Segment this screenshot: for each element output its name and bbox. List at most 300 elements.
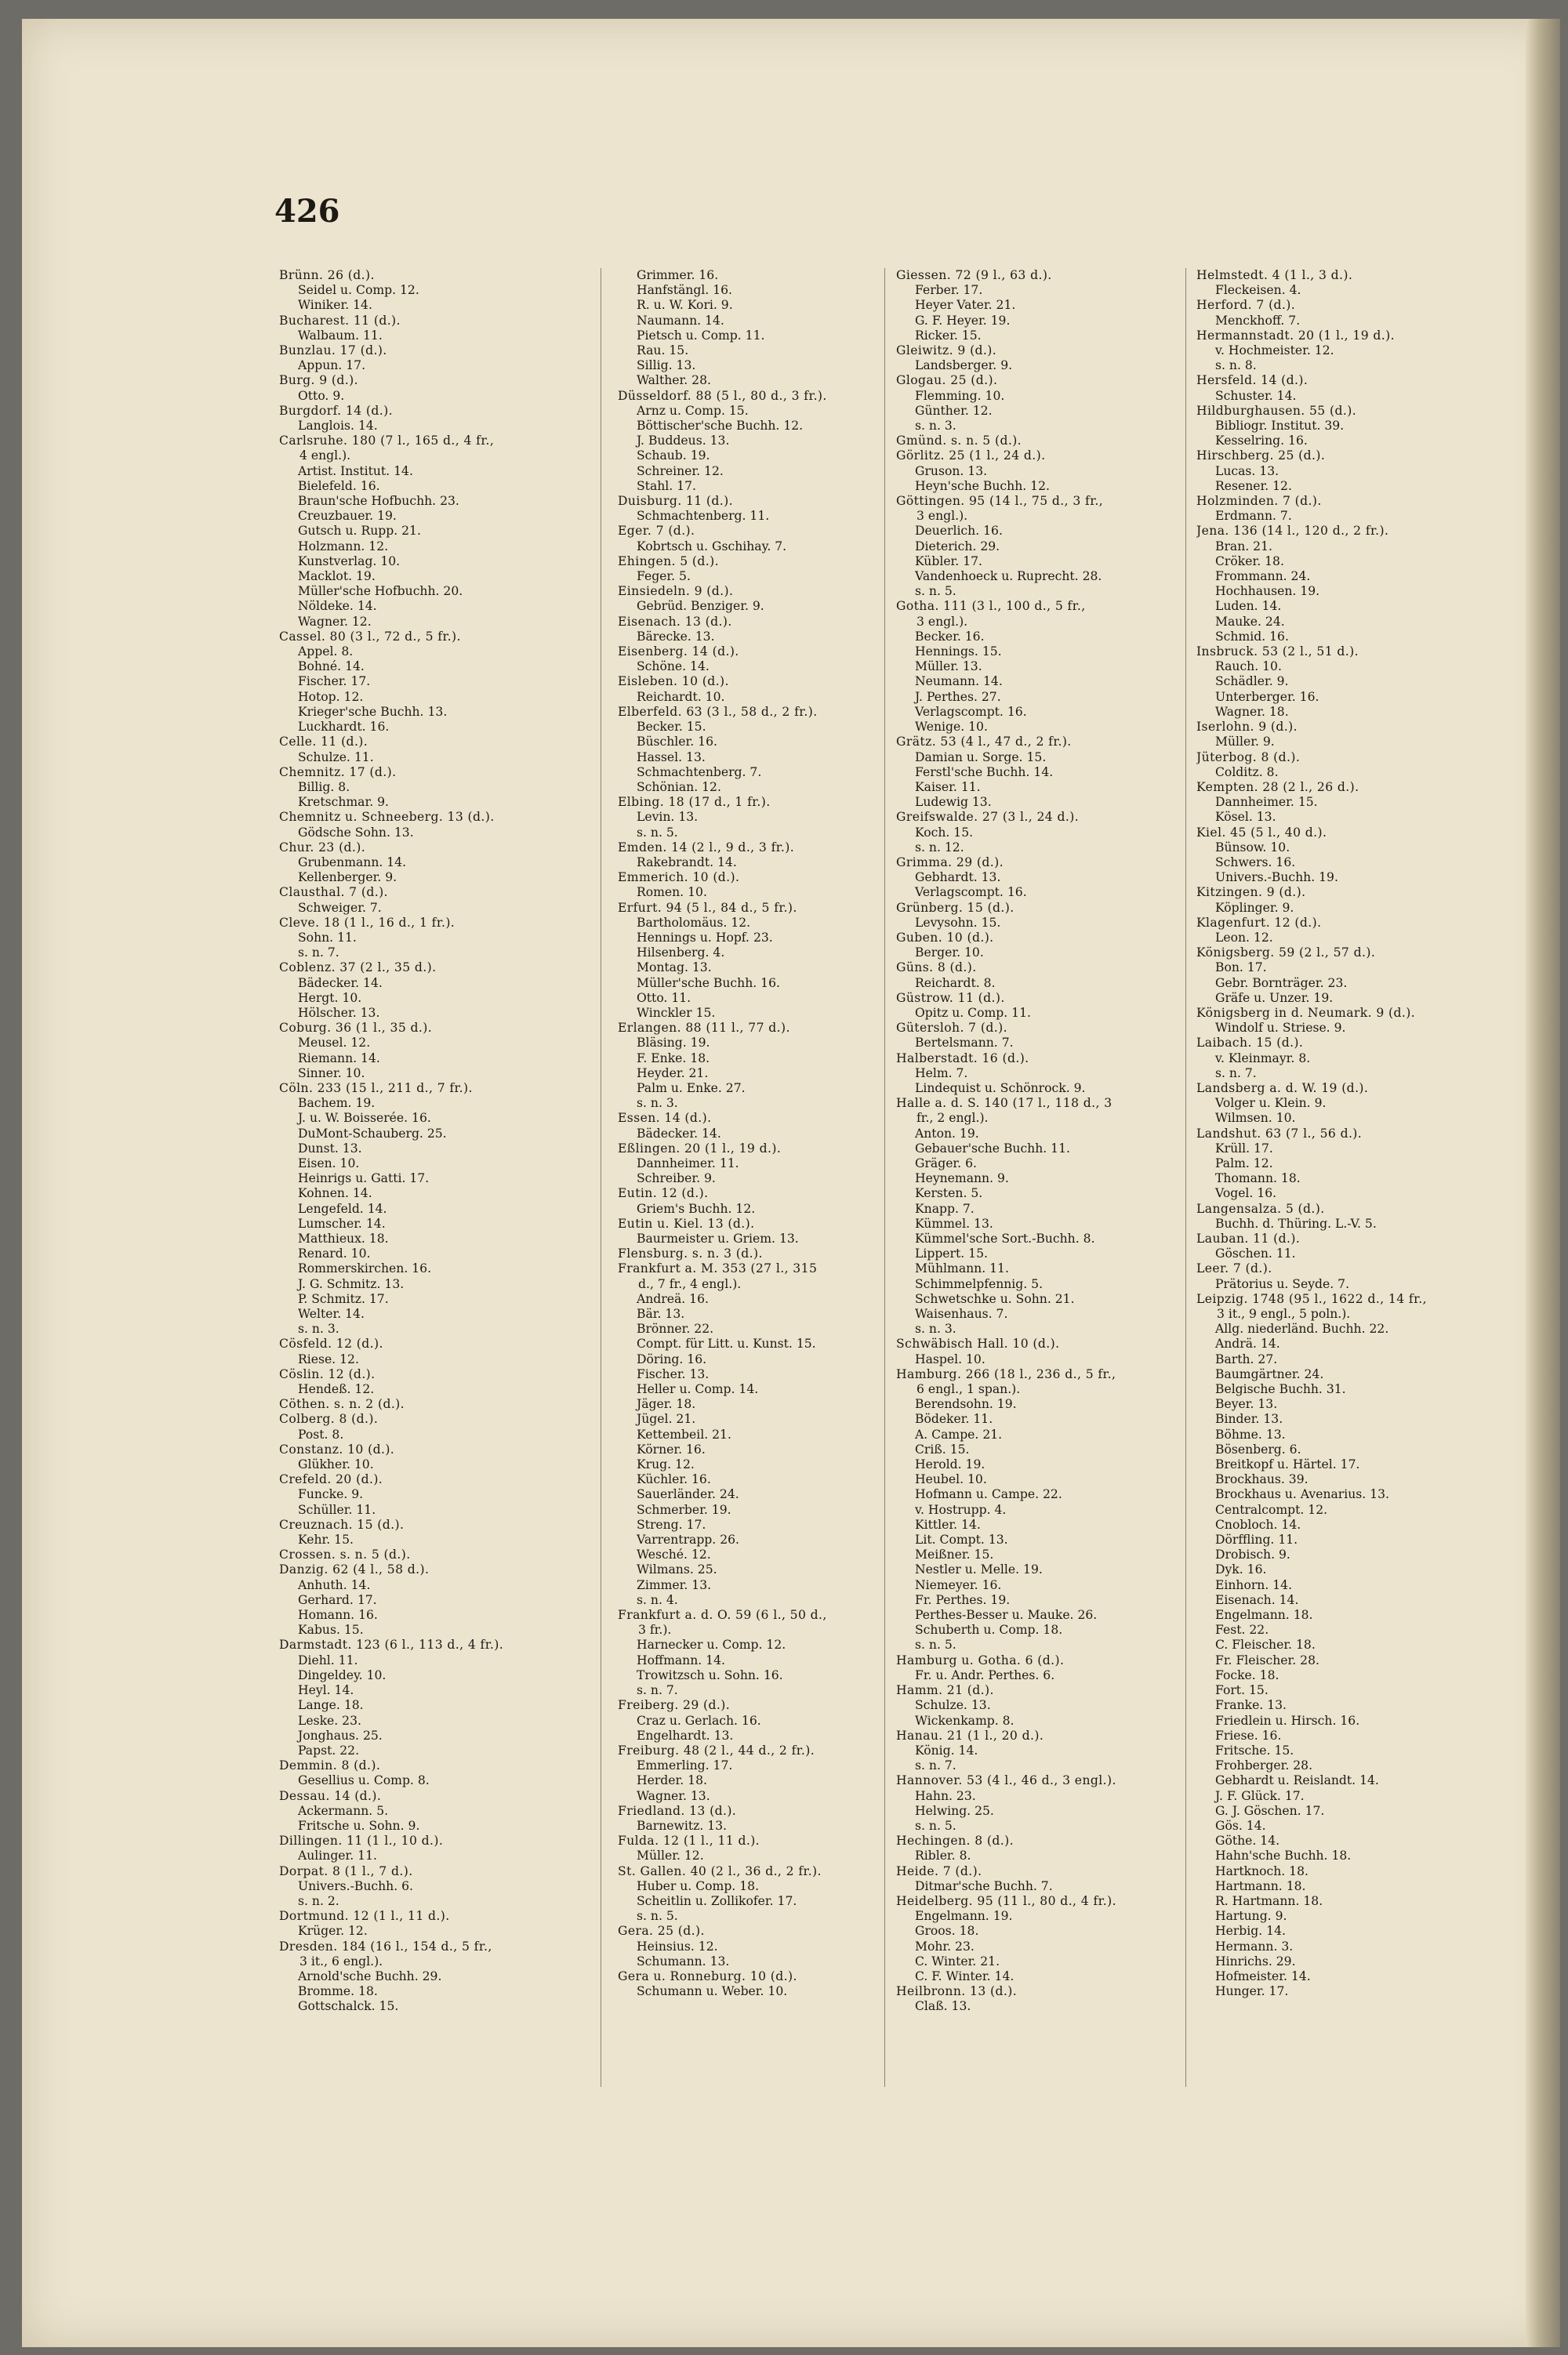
publisher-entry: s. n. 7. [1215,1065,1257,1080]
publisher-entry: Resener. 12. [1215,478,1292,493]
city-entry: Giessen. 72 (9 l., 63 d.). [896,268,1052,282]
city-entry: Gotha. 111 (3 l., 100 d., 5 fr., [896,599,1086,614]
publisher-entry: Günther. 12. [915,403,993,418]
publisher-entry: Hartung. 9. [1215,1909,1287,1924]
publisher-entry: Ferber. 17. [915,283,983,298]
city-entry: Dorpat. 8 (1 l., 7 d.). [279,1863,413,1878]
publisher-entry: Palm. 12. [1215,1156,1273,1170]
publisher-entry: Brockhaus u. Avenarius. 13. [1215,1487,1389,1502]
city-entry: Insbruck. 53 (2 l., 51 d.). [1196,644,1359,659]
publisher-entry: Lucas. 13. [1215,463,1279,478]
city-entry: Darmstadt. 123 (6 l., 113 d., 4 fr.). [279,1638,504,1653]
publisher-entry: Gös. 14. [1215,1818,1266,1833]
publisher-entry: Vandenhoeck u. Ruprecht. 28. [915,569,1102,584]
publisher-entry: Kehr. 15. [298,1533,354,1548]
index-column-2 [618,268,908,1999]
publisher-entry: P. Schmitz. 17. [298,1291,389,1306]
publisher-entry: Post. 8. [298,1427,344,1442]
city-entry: Coburg. 36 (1 l., 35 d.). [279,1021,433,1036]
publisher-entry: Heller u. Comp. 14. [637,1382,759,1397]
publisher-entry: Ludewig 13. [915,795,992,810]
publisher-entry: s. n. 3. [915,419,956,434]
city-entry: Jüterbog. 8 (d.). [1196,749,1301,764]
publisher-entry: Lindequist u. Schönrock. 9. [915,1080,1086,1095]
publisher-entry: Groos. 18. [915,1924,979,1939]
publisher-entry: Gödsche Sohn. 13. [298,825,414,840]
publisher-entry: Böhme. 13. [1215,1427,1286,1442]
publisher-entry: Eisen. 10. [298,1156,360,1170]
publisher-entry: Rakebrandt. 14. [637,855,737,869]
publisher-entry: Heyl. 14. [298,1683,354,1698]
publisher-entry: Gebr. Bornträger. 23. [1215,975,1348,990]
publisher-entry: Fischer. 17. [298,674,371,689]
city-entry: Eisenberg. 14 (d.). [618,644,739,659]
publisher-entry: Pietsch u. Comp. 11. [637,328,765,343]
city-entry: Grätz. 53 (4 l., 47 d., 2 fr.). [896,735,1072,749]
publisher-entry: Ricker. 15. [915,328,982,343]
city-entry: Gleiwitz. 9 (d.). [896,343,997,358]
city-entry: Hamburg. 266 (18 l., 236 d., 5 fr., [896,1366,1116,1381]
publisher-entry: Meusel. 12. [298,1036,371,1050]
publisher-entry: Brönner. 22. [637,1322,714,1337]
publisher-entry: Brockhaus. 39. [1215,1472,1308,1487]
publisher-entry: Buchh. d. Thüring. L.-V. 5. [1215,1216,1377,1231]
publisher-entry: Schönian. 12. [637,779,721,794]
city-entry: Brünn. 26 (d.). [279,268,375,282]
publisher-entry: Engelhardt. 13. [637,1728,734,1743]
publisher-entry: Creuzbauer. 19. [298,509,397,524]
entry-continuation: 3 fr.). [638,1623,672,1638]
publisher-entry: Wilmsen. 10. [1215,1111,1296,1126]
publisher-entry: Becker. 15. [637,720,706,735]
publisher-entry: Dörffling. 11. [1215,1533,1298,1548]
publisher-entry: Schuberth u. Comp. 18. [915,1623,1063,1638]
city-entry: Burgdorf. 14 (d.). [279,403,393,418]
publisher-entry: Kümmel. 13. [915,1216,993,1231]
publisher-entry: Fort. 15. [1215,1683,1269,1698]
entry-continuation: fr., 2 engl.). [916,1111,989,1126]
publisher-entry: s. n. 7. [915,1758,956,1773]
city-entry: Chemnitz. 17 (d.). [279,764,397,779]
city-entry: Güstrow. 11 (d.). [896,990,1005,1005]
publisher-entry: Dyk. 16. [1215,1562,1267,1577]
city-entry: Cassel. 80 (3 l., 72 d., 5 fr.). [279,629,461,644]
publisher-entry: Kösel. 13. [1215,810,1276,825]
publisher-entry: Centralcompt. 12. [1215,1502,1328,1517]
entry-continuation: 3 engl.). [916,614,968,629]
publisher-entry: Andreä. 16. [637,1291,709,1306]
publisher-entry: Bohné. 14. [298,659,365,674]
city-entry: Celle. 11 (d.). [279,735,368,749]
publisher-entry: Dieterich. 29. [915,539,1000,553]
publisher-entry: Ferstl'sche Buchh. 14. [915,764,1054,779]
city-entry: Bunzlau. 17 (d.). [279,343,387,358]
publisher-entry: s. n. 5. [637,825,678,840]
city-entry: Ehingen. 5 (d.). [618,553,719,568]
book-page [22,19,1560,2347]
city-entry: Dillingen. 11 (1 l., 10 d.). [279,1834,444,1849]
publisher-entry: Feger. 5. [637,569,691,584]
publisher-entry: Dingeldey. 10. [298,1667,387,1682]
city-entry: Hanau. 21 (1 l., 20 d.). [896,1728,1044,1743]
city-entry: St. Gallen. 40 (2 l., 36 d., 2 fr.). [618,1863,822,1878]
publisher-entry: Krüger. 12. [298,1924,368,1939]
city-entry: Emmerich. 10 (d.). [618,870,740,885]
publisher-entry: Dannheimer. 15. [1215,795,1318,810]
publisher-entry: Landsberger. 9. [915,358,1013,373]
publisher-entry: Hennings u. Hopf. 23. [637,930,773,945]
publisher-entry: Colditz. 8. [1215,764,1279,779]
publisher-entry: Franke. 13. [1215,1698,1287,1713]
publisher-entry: Emmerling. 17. [637,1758,733,1773]
publisher-entry: Matthieux. 18. [298,1232,389,1246]
publisher-entry: Bran. 21. [1215,539,1272,553]
publisher-entry: Welter. 14. [298,1307,365,1322]
publisher-entry: Schimmelpfennig. 5. [915,1276,1044,1291]
publisher-entry: Ribler. 8. [915,1849,971,1863]
publisher-entry: Sillig. 13. [637,358,696,373]
publisher-entry: Gräfe u. Unzer. 19. [1215,990,1334,1005]
city-entry: Bucharest. 11 (d.). [279,313,401,328]
publisher-entry: Walbaum. 11. [298,328,383,343]
publisher-entry: Hinrichs. 29. [1215,1954,1296,1969]
publisher-entry: Dannheimer. 11. [637,1156,739,1170]
publisher-entry: Bünsow. 10. [1215,840,1290,855]
entry-continuation: 3 it., 9 engl., 5 poln.). [1217,1307,1351,1322]
publisher-entry: Harnecker u. Comp. 12. [637,1638,786,1653]
publisher-entry: Dunst. 13. [298,1141,362,1156]
publisher-entry: Schulze. 13. [915,1698,991,1713]
publisher-entry: v. Kleinmayr. 8. [1215,1050,1311,1065]
publisher-entry: J. Perthes. 27. [915,689,1001,704]
publisher-entry: Montag. 13. [637,960,712,975]
publisher-entry: Heyder. 21. [637,1065,709,1080]
publisher-entry: Küchler. 16. [637,1472,711,1487]
publisher-entry: Appun. 17. [298,358,366,373]
publisher-entry: Gebauer'sche Buchh. 11. [915,1141,1070,1156]
publisher-entry: Gruson. 13. [915,463,988,478]
publisher-entry: Schreiber. 9. [637,1171,716,1186]
publisher-entry: Jäger. 18. [637,1397,696,1412]
publisher-entry: Kaiser. 11. [915,779,981,794]
publisher-entry: Aulinger. 11. [298,1849,377,1863]
publisher-entry: R. Hartmann. 18. [1215,1893,1323,1908]
publisher-entry: Schädler. 9. [1215,674,1289,689]
publisher-entry: J. u. W. Boisserée. 16. [298,1111,431,1126]
publisher-entry: Wesché. 12. [637,1548,711,1562]
publisher-entry: Opitz u. Comp. 11. [915,1005,1031,1020]
page-number: 426 [274,193,340,230]
publisher-entry: Rau. 15. [637,343,689,358]
publisher-entry: Vogel. 16. [1215,1186,1277,1201]
publisher-entry: Ackermann. 5. [298,1803,389,1818]
publisher-entry: Riemann. 14. [298,1050,380,1065]
publisher-entry: Univers.-Buchh. 6. [298,1878,414,1893]
publisher-entry: Mauke. 24. [1215,614,1285,629]
publisher-entry: Schreiner. 12. [637,463,724,478]
city-entry: Flensburg. s. n. 3 (d.). [618,1246,763,1261]
city-entry: Emden. 14 (2 l., 9 d., 3 fr.). [618,840,795,855]
publisher-entry: Herbig. 14. [1215,1924,1286,1939]
city-entry: Kitzingen. 9 (d.). [1196,885,1306,900]
publisher-entry: Gerhard. 17. [298,1592,377,1607]
publisher-entry: s. n. 3. [298,1322,339,1337]
publisher-entry: Wagner. 12. [298,614,372,629]
publisher-entry: Levysohn. 15. [915,915,1001,930]
publisher-entry: v. Hostrupp. 4. [915,1502,1007,1517]
city-entry: Hildburghausen. 55 (d.). [1196,403,1357,418]
city-entry: Glogau. 25 (d.). [896,373,998,388]
city-entry: Constanz. 10 (d.). [279,1442,395,1457]
publisher-entry: Kellenberger. 9. [298,870,397,885]
publisher-entry: Nöldeke. 14. [298,599,377,614]
publisher-entry: Arnz u. Comp. 15. [637,403,749,418]
publisher-entry: Bon. 17. [1215,960,1267,975]
publisher-entry: Univers.-Buchh. 19. [1215,870,1338,885]
publisher-entry: Krug. 12. [637,1457,695,1472]
publisher-entry: Andrä. 14. [1215,1337,1280,1352]
publisher-entry: Winckler 15. [637,1005,716,1020]
entry-continuation: 3 it., 6 engl.). [299,1954,383,1969]
publisher-entry: Wenige. 10. [915,720,988,735]
publisher-entry: Palm u. Enke. 27. [637,1080,746,1095]
publisher-entry: Trowitzsch u. Sohn. 16. [637,1667,783,1682]
publisher-entry: Schumann u. Weber. 10. [637,1984,788,1999]
publisher-entry: Körner. 16. [637,1442,706,1457]
publisher-entry: Hartmann. 18. [1215,1878,1306,1893]
city-entry: Duisburg. 11 (d.). [618,494,733,509]
city-entry: Hermannstadt. 20 (1 l., 19 d.). [1196,328,1395,343]
publisher-entry: Hölscher. 13. [298,1005,380,1020]
city-entry: Holzminden. 7 (d.). [1196,494,1322,509]
city-entry: Cleve. 18 (1 l., 16 d., 1 fr.). [279,915,456,930]
city-entry: Coblenz. 37 (2 l., 35 d.). [279,960,437,975]
publisher-entry: Bädecker. 14. [637,1126,721,1141]
publisher-entry: Papst. 22. [298,1743,360,1758]
city-entry: Landshut. 63 (7 l., 56 d.). [1196,1126,1363,1141]
publisher-entry: Stahl. 17. [637,478,696,493]
publisher-entry: Bertelsmann. 7. [915,1036,1014,1050]
publisher-entry: Grimmer. 16. [637,268,719,282]
publisher-entry: Hermann. 3. [1215,1939,1294,1954]
city-entry: Cöln. 233 (15 l., 211 d., 7 fr.). [279,1080,473,1095]
city-entry: Leipzig. 1748 (95 l., 1622 d., 14 fr., [1196,1291,1427,1306]
index-column-1 [279,268,569,2015]
publisher-entry: Glükher. 10. [298,1457,374,1472]
publisher-entry: Bär. 13. [637,1307,685,1322]
publisher-entry: A. Campe. 21. [915,1427,1003,1442]
publisher-entry: Bädecker. 14. [298,975,383,990]
publisher-entry: Perthes-Besser u. Mauke. 26. [915,1608,1098,1623]
city-entry: Greifswalde. 27 (3 l., 24 d.). [896,810,1080,825]
entry-continuation: d., 7 fr., 4 engl.). [638,1276,742,1291]
publisher-entry: s. n. 7. [637,1683,678,1698]
city-entry: Friedland. 13 (d.). [618,1803,737,1818]
publisher-entry: Winiker. 14. [298,298,372,313]
publisher-entry: Kunstverlag. 10. [298,553,401,568]
index-column-3 [896,268,1186,2015]
city-entry: Guben. 10 (d.). [896,930,994,945]
city-entry: Cöslin. 12 (d.). [279,1366,376,1381]
publisher-entry: C. Winter. 21. [915,1954,1000,1969]
publisher-entry: Frohberger. 28. [1215,1758,1313,1773]
publisher-entry: Diehl. 11. [298,1653,358,1667]
publisher-entry: Deuerlich. 16. [915,524,1003,539]
publisher-entry: Schmachtenberg. 11. [637,509,770,524]
page-gutter [1526,19,1560,2347]
publisher-entry: Otto. 9. [298,388,345,403]
publisher-entry: Herold. 19. [915,1457,985,1472]
publisher-entry: Artist. Institut. 14. [298,463,413,478]
city-entry: Helmstedt. 4 (1 l., 3 d.). [1196,268,1353,282]
city-entry: Gera. 25 (d.). [618,1924,705,1939]
city-entry: Kempten. 28 (2 l., 26 d.). [1196,779,1359,794]
publisher-entry: Kohnen. 14. [298,1186,372,1201]
publisher-entry: Lit. Compt. 13. [915,1533,1008,1548]
city-entry: Grünberg. 15 (d.). [896,900,1014,915]
publisher-entry: Cröker. 18. [1215,553,1284,568]
publisher-entry: Levin. 13. [637,810,699,825]
publisher-entry: Hartknoch. 18. [1215,1863,1308,1878]
publisher-entry: Wagner. 18. [1215,704,1289,719]
publisher-entry: Windolf u. Striese. 9. [1215,1021,1346,1036]
publisher-entry: Hergt. 10. [298,990,362,1005]
city-entry: Herford. 7 (d.). [1196,298,1296,313]
publisher-entry: Krieger'sche Buchh. 13. [298,704,448,719]
publisher-entry: Hennings. 15. [915,644,1002,659]
publisher-entry: Craz u. Gerlach. 16. [637,1713,761,1728]
publisher-entry: Anton. 19. [915,1126,979,1141]
publisher-entry: Müller. 9. [1215,735,1275,749]
publisher-entry: Billig. 8. [298,779,350,794]
publisher-entry: Herder. 18. [637,1773,707,1788]
city-entry: Chemnitz u. Schneeberg. 13 (d.). [279,810,495,825]
publisher-entry: Jonghaus. 25. [298,1728,383,1743]
city-entry: Eisleben. 10 (d.). [618,674,729,689]
publisher-entry: Schmachtenberg. 7. [637,764,762,779]
publisher-entry: Cnobloch. 14. [1215,1517,1301,1532]
publisher-entry: s. n. 5. [915,1638,956,1653]
city-entry: Fulda. 12 (1 l., 11 d.). [618,1834,760,1849]
city-entry: Jena. 136 (14 l., 120 d., 2 fr.). [1196,524,1389,539]
city-entry: Hirschberg. 25 (d.). [1196,448,1326,463]
city-entry: Essen. 14 (d.). [618,1111,712,1126]
publisher-entry: Bösenberg. 6. [1215,1442,1301,1457]
publisher-entry: Holzmann. 12. [298,539,389,553]
publisher-entry: Funcke. 9. [298,1487,364,1502]
publisher-entry: Anhuth. 14. [298,1577,371,1592]
publisher-entry: Lippert. 15. [915,1246,988,1261]
publisher-entry: Kabus. 15. [298,1623,364,1638]
publisher-entry: Volger u. Klein. 9. [1215,1096,1327,1111]
city-entry: Laibach. 15 (d.). [1196,1036,1304,1050]
publisher-entry: Bielefeld. 16. [298,478,380,493]
publisher-entry: Drobisch. 9. [1215,1548,1290,1562]
publisher-entry: v. Hochmeister. 12. [1215,343,1334,358]
publisher-entry: Kersten. 5. [915,1186,983,1201]
publisher-entry: Varrentrapp. 26. [637,1533,740,1548]
publisher-entry: Hofmann u. Campe. 22. [915,1487,1062,1502]
publisher-entry: Kittler. 14. [915,1517,981,1532]
publisher-entry: Engelmann. 18. [1215,1608,1313,1623]
publisher-entry: Köplinger. 9. [1215,900,1294,915]
publisher-entry: Einhorn. 14. [1215,1577,1293,1592]
publisher-entry: Belgische Buchh. 31. [1215,1382,1346,1397]
publisher-entry: Heyer Vater. 21. [915,298,1016,313]
publisher-entry: Fleckeisen. 4. [1215,283,1301,298]
city-entry: Halberstadt. 16 (d.). [896,1050,1029,1065]
publisher-entry: Rauch. 10. [1215,659,1282,674]
city-entry: Eutin u. Kiel. 13 (d.). [618,1216,755,1231]
city-entry: Elberfeld. 63 (3 l., 58 d., 2 fr.). [618,704,818,719]
publisher-entry: Unterberger. 16. [1215,689,1319,704]
city-entry: Halle a. d. S. 140 (17 l., 118 d., 3 [896,1096,1112,1111]
city-entry: Düsseldorf. 88 (5 l., 80 d., 3 fr.). [618,388,827,403]
publisher-entry: Böttischer'sche Buchh. 12. [637,419,804,434]
city-entry: Heidelberg. 95 (11 l., 80 d., 4 fr.). [896,1893,1116,1908]
entry-continuation: 4 engl.). [299,448,351,463]
publisher-entry: Berendsohn. 19. [915,1397,1017,1412]
publisher-entry: Schöne. 14. [637,659,710,674]
publisher-entry: Damian u. Sorge. 15. [915,749,1047,764]
publisher-entry: DuMont-Schauberg. 25. [298,1126,447,1141]
city-entry: Dessau. 14 (d.). [279,1788,382,1803]
publisher-entry: Kesselring. 16. [1215,434,1308,448]
city-entry: Elbing. 18 (17 d., 1 fr.). [618,795,771,810]
publisher-entry: Jügel. 21. [637,1412,696,1427]
city-entry: Königsberg. 59 (2 l., 57 d.). [1196,945,1376,960]
publisher-entry: R. u. W. Kori. 9. [637,298,733,313]
publisher-entry: Mühlmann. 11. [915,1261,1009,1276]
publisher-entry: Bachem. 19. [298,1096,376,1111]
city-entry: Gmünd. s. n. 5 (d.). [896,434,1022,448]
city-entry: Hannover. 53 (4 l., 46 d., 3 engl.). [896,1773,1116,1788]
city-entry: Klagenfurt. 12 (d.). [1196,915,1322,930]
publisher-entry: Gutsch u. Rupp. 21. [298,524,421,539]
publisher-entry: Hunger. 17. [1215,1984,1289,1999]
publisher-entry: Heynemann. 9. [915,1171,1009,1186]
publisher-entry: Bärecke. 13. [637,629,715,644]
publisher-entry: Hilsenberg. 4. [637,945,725,960]
publisher-entry: Baumgärtner. 24. [1215,1366,1324,1381]
publisher-entry: Sinner. 10. [298,1065,365,1080]
city-entry: Königsberg in d. Neumark. 9 (d.). [1196,1005,1416,1020]
city-entry: Freiberg. 29 (d.). [618,1698,731,1713]
publisher-entry: Müller'sche Hofbuchh. 20. [298,584,463,599]
publisher-entry: Lange. 18. [298,1698,364,1713]
publisher-entry: Streng. 17. [637,1517,706,1532]
publisher-entry: Criß. 15. [915,1442,970,1457]
city-entry: Dortmund. 12 (1 l., 11 d.). [279,1909,450,1924]
publisher-entry: Erdmann. 7. [1215,509,1292,524]
publisher-entry: Seidel u. Comp. 12. [298,283,419,298]
city-entry: Eisenach. 13 (d.). [618,614,732,629]
publisher-entry: Kübler. 17. [915,553,983,568]
publisher-entry: s. n. 5. [915,584,956,599]
publisher-entry: Wickenkamp. 8. [915,1713,1014,1728]
publisher-entry: Fritsche u. Sohn. 9. [298,1818,420,1833]
publisher-entry: Meißner. 15. [915,1548,994,1562]
city-entry: Heide. 7 (d.). [896,1863,982,1878]
publisher-entry: Gottschalck. 15. [298,1999,399,2014]
publisher-entry: Huber u. Comp. 18. [637,1878,760,1893]
publisher-entry: Appel. 8. [298,644,354,659]
publisher-entry: Nestler u. Melle. 19. [915,1562,1043,1577]
publisher-entry: Schmerber. 19. [637,1502,731,1517]
publisher-entry: Langlois. 14. [298,419,378,434]
publisher-entry: Hofmeister. 14. [1215,1969,1311,1983]
publisher-entry: Leske. 23. [298,1713,361,1728]
